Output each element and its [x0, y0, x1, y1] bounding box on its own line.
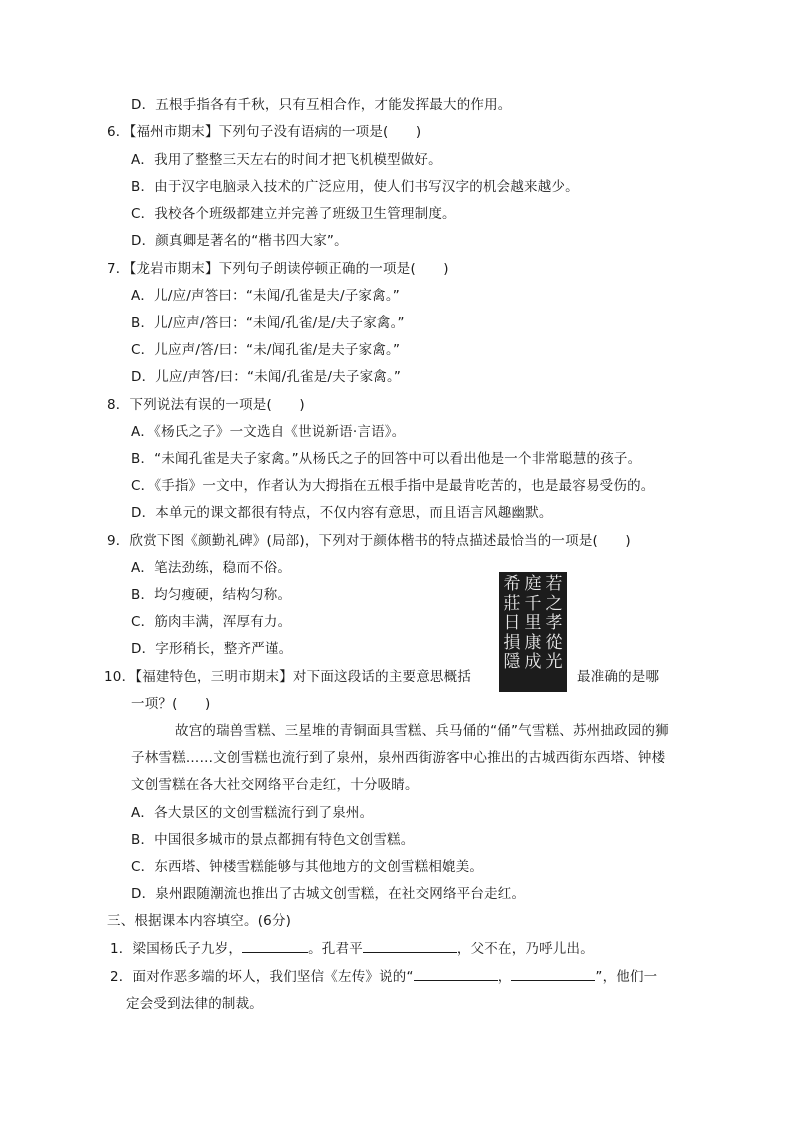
- calligraphy-char: 隱: [503, 652, 521, 672]
- q9-stem: 9．欣赏下图《颜勤礼碑》(局部)，下列对于颜体楷书的特点描述最恰当的一项是( ): [107, 533, 631, 549]
- fill-item-2-text-a: 2．面对作恶多端的坏人，我们坚信《左传》说的“: [110, 969, 414, 985]
- calligraphy-rubbing-image: [499, 572, 567, 692]
- q10-option-c: C．东西塔、钟楼雪糕能够与其他地方的文创雪糕相媲美。: [131, 859, 484, 875]
- fill-blank-4[interactable]: [511, 968, 595, 981]
- fill-blank-3[interactable]: [414, 968, 498, 981]
- q7-option-d: D．儿应/声答/曰：“未闻/孔雀是/夫子家禽。”: [131, 369, 402, 385]
- q7-option-b: B．儿/应声/答曰：“未闻/孔雀/是/夫子家禽。”: [131, 315, 405, 331]
- fill-item-2-continued: 定会受到法律的制裁。: [126, 996, 263, 1012]
- calligraphy-char: 之: [545, 593, 563, 614]
- calligraphy-column-1: [544, 575, 564, 673]
- q10-passage-line-2: 子林雪糕……文创雪糕也流行到了泉州，泉州西街游客中心推出的古城西街东西塔、钟楼: [131, 750, 666, 766]
- calligraphy-char: 千: [524, 593, 542, 614]
- q9-option-a: A．笔法劲练，稳而不俗。: [131, 560, 292, 576]
- q9-option-c: C．筋肉丰满，浑厚有力。: [131, 614, 292, 630]
- q10-stem-part1: 10．【福建特色，三明市期末】对下面这段话的主要意思概括: [104, 669, 472, 685]
- calligraphy-char: 莊: [503, 593, 521, 614]
- fill-item-1: [110, 940, 594, 958]
- q6-stem: 6．【福州市期末】下列句子没有语病的一项是( ): [107, 124, 422, 140]
- fill-item-2-text-c: ”，他们一: [595, 969, 658, 985]
- q6-option-b: B．由于汉字电脑录入技术的广泛应用，使人们书写汉字的机会越来越少。: [131, 179, 579, 195]
- q9-option-b: B．均匀瘦硬，结构匀称。: [131, 587, 292, 603]
- calligraphy-char: 希: [503, 574, 521, 594]
- q6-option-d: D．颜真卿是著名的“楷书四大家”。: [131, 233, 348, 249]
- fill-blank-2[interactable]: [363, 940, 457, 953]
- q6-option-a: A．我用了整整三天左右的时间才把飞机模型做好。: [131, 152, 442, 168]
- q7-option-a: A．儿/应/声答曰：“未闻/孔雀是夫/子家禽。”: [131, 288, 400, 304]
- fill-item-1-text-a: 1．梁国杨氏子九岁，: [110, 941, 243, 957]
- calligraphy-char: 日: [503, 613, 521, 633]
- fill-item-2: [110, 968, 657, 986]
- calligraphy-column-3: [502, 575, 522, 673]
- q10-option-d: D．泉州跟随潮流也推出了古城文创雪糕，在社交网络平台走红。: [131, 886, 526, 902]
- q8-stem: 8．下列说法有误的一项是( ): [107, 397, 305, 413]
- fill-item-1-text-c: ，父不在，乃呼儿出。: [456, 941, 594, 957]
- calligraphy-char: 里: [524, 613, 542, 633]
- q10-option-b: B．中国很多城市的景点都拥有特色文创雪糕。: [131, 832, 415, 848]
- q5-option-d: D．五根手指各有千秋，只有互相合作，才能发挥最大的作用。: [131, 97, 512, 113]
- fill-item-2-text-b: ，: [497, 969, 512, 985]
- q7-option-c: C．儿应声/答/曰：“未/闻孔雀/是夫子家禽。”: [131, 342, 401, 358]
- q8-option-c: C．《手指》一文中，作者认为大拇指在五根手指中是最肯吃苦的，也是最容易受伤的。: [131, 478, 655, 494]
- fill-item-1-text-b: 。孔君平: [308, 941, 363, 957]
- q10-stem-part2: 最准确的是哪: [577, 669, 660, 685]
- calligraphy-char: 從: [545, 632, 563, 653]
- q6-option-c: C．我校各个班级都建立并完善了班级卫生管理制度。: [131, 206, 456, 222]
- calligraphy-char: 若: [545, 574, 563, 594]
- q7-stem: 7．【龙岩市期末】下列句子朗读停顿正确的一项是( ): [107, 261, 449, 277]
- q9-option-d: D．字形稍长，整齐严谨。: [131, 641, 293, 657]
- q10-option-a: A．各大景区的文创雪糕流行到了泉州。: [131, 805, 374, 821]
- calligraphy-char: 康: [524, 632, 542, 653]
- calligraphy-char: 損: [503, 632, 521, 653]
- calligraphy-char: 光: [545, 652, 563, 672]
- q10-stem-part3: 一项？( ): [131, 696, 211, 712]
- q8-option-d: D．本单元的课文都很有特点，不仅内容有意思，而且语言风趣幽默。: [131, 505, 553, 521]
- q10-passage-line-3: 文创雪糕在各大社交网络平台走红，十分吸睛。: [131, 777, 419, 793]
- fill-blank-1[interactable]: [242, 940, 308, 953]
- q8-option-a: A．《杨氏之子》一文选自《世说新语·言语》。: [131, 424, 406, 440]
- q10-passage-line-1: 故宫的瑞兽雪糕、三星堆的青铜面具雪糕、兵马俑的“俑”气雪糕、苏州拙政园的狮: [175, 723, 669, 739]
- q8-option-b: B．“未闻孔雀是夫子家禽。”从杨氏之子的回答中可以看出他是一个非常聪慧的孩子。: [131, 451, 642, 467]
- calligraphy-column-2: [523, 575, 543, 673]
- calligraphy-char: 庭: [524, 574, 542, 594]
- calligraphy-char: 成: [524, 652, 542, 672]
- calligraphy-char: 孝: [545, 613, 563, 633]
- section3-heading: 三、根据课本内容填空。(6分): [107, 913, 292, 929]
